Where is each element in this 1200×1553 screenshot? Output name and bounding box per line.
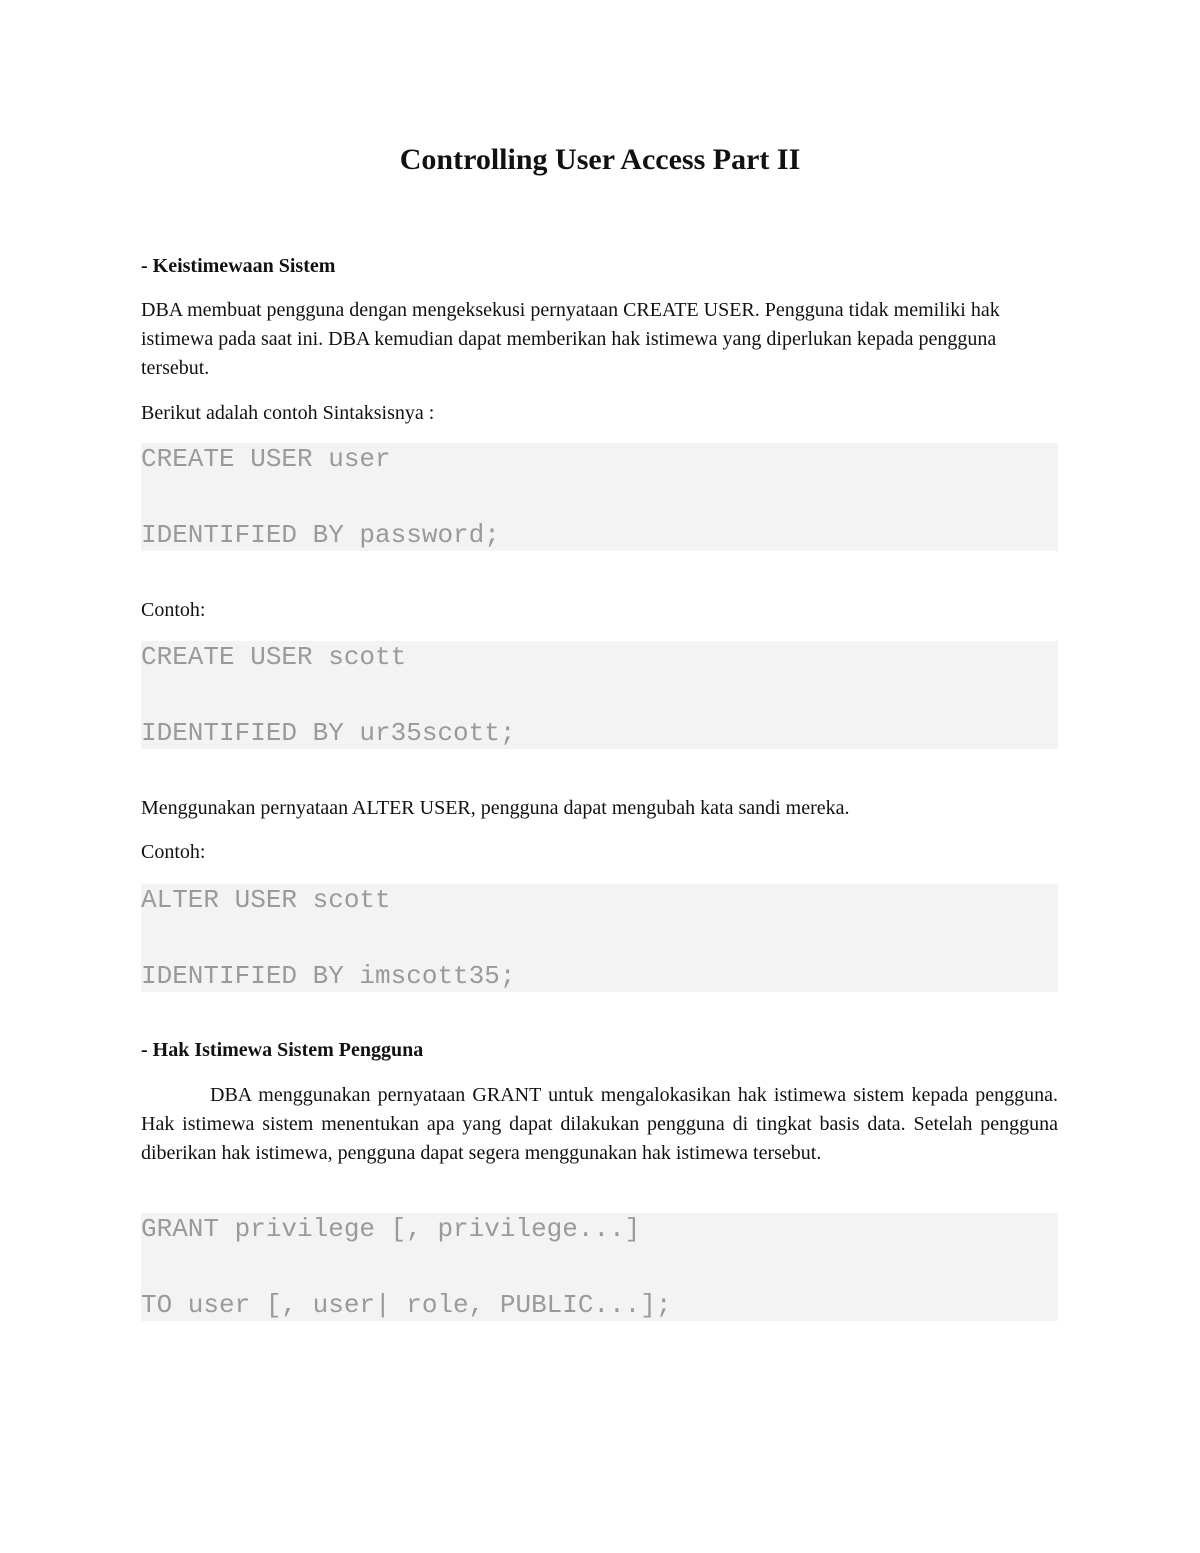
code-line: GRANT privilege [, privilege...]	[141, 1214, 641, 1244]
intro-paragraph: DBA membuat pengguna dengan mengeksekusi pernyataan CREATE USER. Pengguna tidak memiliki hak istimewa pada saat ini. DBA kemudian dapat memberikan hak istimewa yang diperlukan kepada pengguna tersebut.	[141, 299, 1000, 379]
code-line: IDENTIFIED BY password;	[141, 520, 500, 550]
alter-user-paragraph: Menggunakan pernyataan ALTER USER, pengguna dapat mengubah kata sandi mereka.	[141, 797, 850, 819]
code-line: IDENTIFIED BY ur35scott;	[141, 718, 516, 748]
example-label: Contoh:	[141, 599, 206, 621]
syntax-label: Berikut adalah contoh Sintaksisnya :	[141, 402, 435, 424]
code-block-grant-syntax	[141, 1213, 1058, 1321]
code-line: CREATE USER user	[141, 444, 391, 474]
code-line: IDENTIFIED BY imscott35;	[141, 961, 516, 991]
code-line: TO user [, user| role, PUBLIC...];	[141, 1290, 672, 1320]
code-block-create-user-syntax	[141, 443, 1058, 551]
alter-example-label: Contoh:	[141, 841, 206, 863]
code-block-alter-user-example	[141, 884, 1058, 992]
grant-paragraph	[141, 1081, 1058, 1168]
code-block-create-user-example	[141, 641, 1058, 749]
page-title: Controlling User Access Part II	[399, 143, 801, 176]
grant-paragraph-text: DBA menggunakan pernyataan GRANT untuk mengalokasikan hak istimewa sistem kepada pengguna. Hak istimewa sistem menentukan apa yang dapat dilakukan pengguna di tingkat basis data. Setelah pengguna diberikan hak istimewa, pengguna dapat segera menggunakan hak istimewa tersebut.	[141, 1084, 1058, 1164]
section-heading-keistimewaan-sistem: - Keistimewaan Sistem	[141, 255, 336, 277]
code-line: CREATE USER scott	[141, 642, 407, 672]
code-line: ALTER USER scott	[141, 885, 391, 915]
section-heading-hak-istimewa-sistem-pengguna: - Hak Istimewa Sistem Pengguna	[141, 1039, 424, 1061]
